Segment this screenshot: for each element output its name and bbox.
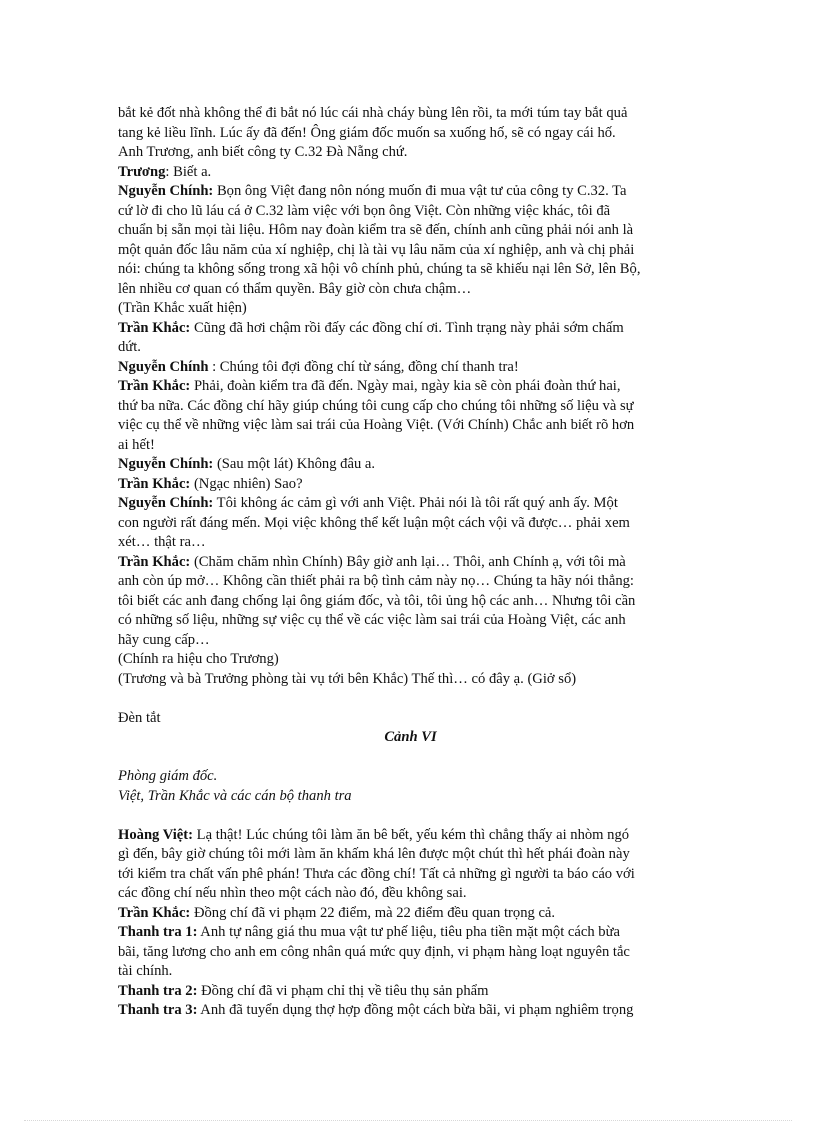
- line-text: : Chúng tôi đợi đồng chí từ sáng, đồng chí thanh tra!: [208, 358, 519, 375]
- text-line: [118, 299, 703, 319]
- speaker-name: Nguyễn Chính:: [118, 183, 214, 199]
- text-line: [118, 202, 703, 222]
- text-line: [118, 982, 703, 1002]
- speaker-name: Trần Khắc:: [118, 553, 191, 570]
- line-text: dứt.: [118, 339, 141, 355]
- line-text: Đèn tắt: [118, 709, 161, 726]
- text-line: [118, 748, 703, 768]
- line-text: hãy cung cấp…: [118, 631, 210, 648]
- line-text: (Chăm chăm nhìn Chính) Bây giờ anh lại… Thôi, anh Chính ạ, với tôi mà: [190, 553, 626, 570]
- scene-heading: [118, 728, 703, 748]
- text-line: [118, 689, 703, 709]
- text-line: [118, 416, 703, 436]
- text-line: [118, 436, 703, 456]
- text-line: [118, 163, 703, 183]
- speaker-name: Trần Khắc:: [118, 378, 191, 394]
- document-body: [118, 104, 703, 1021]
- line-text: Việt, Trần Khắc và các cán bộ thanh tra: [118, 787, 352, 804]
- line-text: gì đến, bây giờ chúng tôi mới làm ăn khấm khá lên được một chút thì hết phái đoàn này: [118, 846, 630, 862]
- text-line: [118, 826, 703, 846]
- text-line: [118, 865, 703, 885]
- line-text: Lạ thật! Lúc chúng tôi làm ăn bê bết, yếu kém thì chẳng thấy ai nhòm ngó: [193, 826, 630, 843]
- text-line: [118, 553, 703, 573]
- text-line: [118, 962, 703, 982]
- text-line: [118, 904, 703, 924]
- text-line: [118, 338, 703, 358]
- speaker-name: Nguyễn Chính:: [118, 456, 214, 472]
- line-text: xét… thật ra…: [118, 534, 206, 550]
- line-text: tang kẻ liều lĩnh. Lúc ấy đã đến! Ông giám đốc muốn sa xuống hố, sẽ có ngay cái hố.: [118, 124, 616, 141]
- line-text: có những số liệu, những sự việc cụ thể về các việc làm sai trái của Hoàng Việt, các anh: [118, 612, 626, 628]
- text-line: [118, 592, 703, 612]
- text-line: [118, 358, 703, 378]
- speaker-name: Trần Khắc:: [118, 319, 191, 336]
- text-line: [118, 611, 703, 631]
- line-text: bãi, tăng lương cho anh em công nhân quá mức quy định, vi phạm hàng loạt nguyên tắc: [118, 943, 630, 960]
- speaker-name: Thanh tra 1:: [118, 924, 198, 940]
- line-text: Phải, đoàn kiểm tra đã đến. Ngày mai, ngày kia sẽ còn phái đoàn thứ hai,: [190, 378, 621, 394]
- line-text: Anh Trương, anh biết công ty C.32 Đà Nẵng chứ.: [118, 144, 408, 160]
- speaker-name: Trần Khắc:: [118, 904, 191, 921]
- text-line: [118, 182, 703, 202]
- text-line: [118, 1001, 703, 1021]
- line-text: Đồng chí đã vi phạm 22 điểm, mà 22 điểm đều quan trọng cả.: [190, 904, 556, 921]
- text-line: [118, 221, 703, 241]
- page-bottom-border: [24, 1120, 792, 1121]
- line-text: Anh tự nâng giá thu mua vật tư phế liệu, tiêu pha tiền mặt một cách bừa: [197, 924, 620, 940]
- line-text: ai hết!: [118, 436, 155, 453]
- speaker-name: Hoàng Việt:: [118, 826, 193, 843]
- text-line: [118, 767, 703, 787]
- line-text: tôi biết các anh đang chống lại ông giám đốc, và tôi, tôi ủng hộ các anh… Nhưng tôi cần: [118, 592, 636, 609]
- text-line: [118, 377, 703, 397]
- line-text: Phòng giám đốc.: [118, 768, 218, 784]
- text-line: [118, 104, 703, 124]
- line-text: Cũng đã hơi chậm rồi đấy các đồng chí ơi. Tình trạng này phải sớm chấm: [190, 319, 624, 336]
- line-text: : Biết a.: [165, 163, 212, 180]
- line-text: con người rất đáng mến. Mọi việc không thể kết luận một cách vội vã được… phải xem: [118, 514, 630, 531]
- line-text: lên nhiều cơ quan có thẩm quyền. Bây giờ còn chưa chậm…: [118, 280, 472, 297]
- text-line: [118, 670, 703, 690]
- text-line: [118, 884, 703, 904]
- text-line: [118, 845, 703, 865]
- line-text: Cảnh VI: [384, 729, 437, 745]
- speaker-name: Thanh tra 2:: [118, 982, 198, 999]
- text-line: [118, 241, 703, 261]
- text-line: [118, 514, 703, 534]
- speaker-name: Nguyễn Chính:: [118, 495, 214, 511]
- text-line: [118, 280, 703, 300]
- line-text: (Ngạc nhiên) Sao?: [190, 475, 303, 492]
- line-text: Anh đã tuyển dụng thợ hợp đồng một cách bừa bãi, vi phạm nghiêm trọng: [197, 1002, 634, 1018]
- line-text: Tôi không ác cảm gì với anh Việt. Phải nói là tôi rất quý anh ấy. Một: [213, 495, 618, 511]
- line-text: một quản đốc lâu năm của xí nghiệp, chị là tài vụ lâu năm của xí nghiệp, anh và chị phải: [118, 241, 635, 258]
- text-line: [118, 494, 703, 514]
- text-line: [118, 572, 703, 592]
- line-text: (Trương và bà Trưởng phòng tài vụ tới bên Khắc) Thế thì… có đây ạ. (Giở sổ): [118, 670, 577, 687]
- line-text: bắt kẻ đốt nhà không thể đi bắt nó lúc cái nhà cháy bùng lên rồi, ta mới túm tay bắt quả: [118, 105, 628, 121]
- line-text: thứ ba nữa. Các đồng chí hãy giúp chúng tôi cung cấp cho chúng tôi những số liệu và sự: [118, 397, 634, 414]
- text-line: [118, 787, 703, 807]
- text-line: [118, 475, 703, 495]
- speaker-name: Thanh tra 3:: [118, 1002, 198, 1018]
- line-text: Bọn ông Việt đang nôn nóng muốn đi mua vật tư của công ty C.32. Ta: [213, 183, 627, 199]
- speaker-name: Trương: [118, 163, 166, 180]
- text-line: [118, 943, 703, 963]
- text-line: [118, 143, 703, 163]
- line-text: tài chính.: [118, 963, 173, 979]
- text-line: [118, 806, 703, 826]
- line-text: các đồng chí nếu nhìn theo một cách nào đó, đều không sai.: [118, 885, 467, 901]
- line-text: (Sau một lát) Không đâu a.: [213, 456, 376, 472]
- line-text: (Trần Khắc xuất hiện): [118, 300, 247, 316]
- line-text: tới kiểm tra chất vấn phê phán! Thưa các đồng chí! Tất cả những gì người ta báo cáo với: [118, 865, 635, 882]
- line-text: anh còn úp mở… Không cần thiết phải ra bộ tình cảm này nọ… Chúng ta hãy nói thẳng:: [118, 573, 634, 589]
- line-text: cứ lờ đi cho lũ láu cá ở C.32 làm việc với bọn ông Việt. Còn những việc khác, tôi đã: [118, 202, 611, 219]
- line-text: việc cụ thể về những việc làm sai trái của Hoàng Việt. (Với Chính) Chắc anh biết rõ hơn: [118, 417, 635, 433]
- line-text: chuẩn bị sẵn mọi tài liệu. Hôm nay đoàn kiểm tra sẽ đến, chính anh cũng phải nói anh là: [118, 222, 634, 238]
- line-text: (Chính ra hiệu cho Trương): [118, 651, 279, 667]
- speaker-name: Trần Khắc:: [118, 475, 191, 492]
- speaker-name: Nguyễn Chính: [118, 358, 209, 375]
- text-line: [118, 124, 703, 144]
- text-line: [118, 650, 703, 670]
- text-line: [118, 923, 703, 943]
- text-line: [118, 319, 703, 339]
- text-line: [118, 455, 703, 475]
- text-line: [118, 260, 703, 280]
- line-text: nói: chúng ta không sống trong xã hội vô chính phủ, chúng ta sẽ khiếu nại lên Sở, lên Bộ,: [118, 261, 641, 277]
- text-line: [118, 631, 703, 651]
- text-line: [118, 533, 703, 553]
- line-text: Đồng chí đã vi phạm chỉ thị về tiêu thụ sản phẩm: [197, 982, 489, 999]
- text-line: [118, 397, 703, 417]
- text-line: [118, 709, 703, 729]
